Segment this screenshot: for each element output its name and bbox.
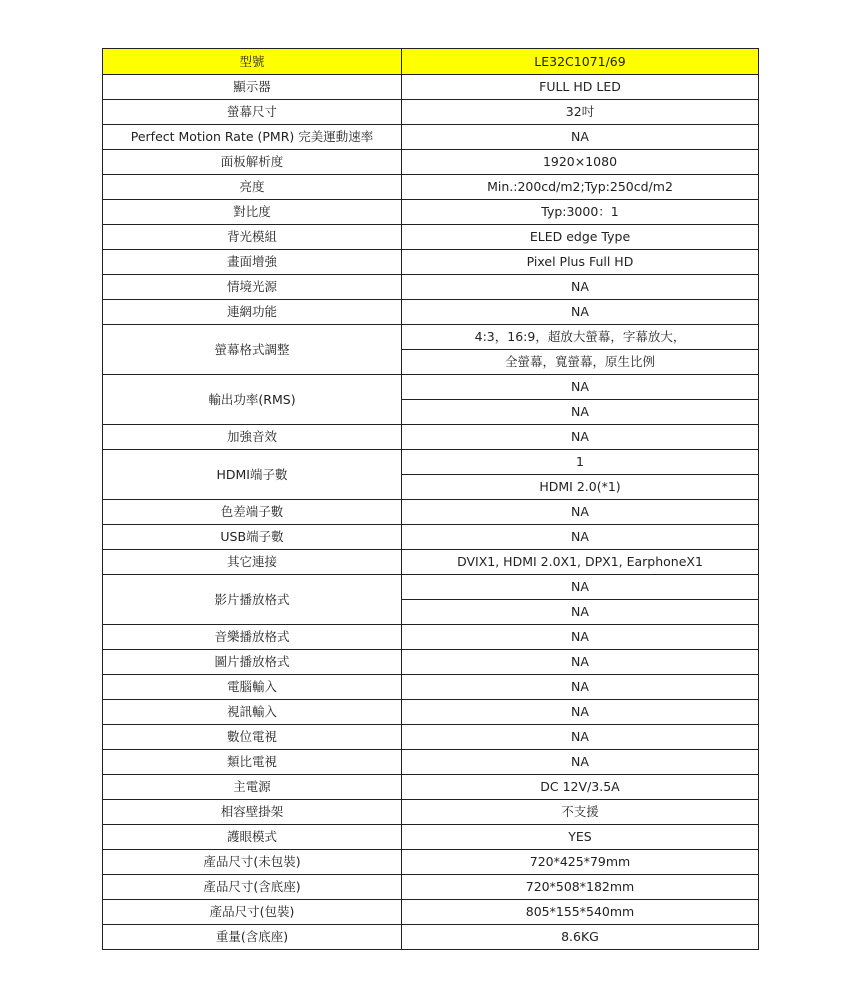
- table-row: [103, 500, 759, 525]
- spec-table: [102, 48, 759, 950]
- spec-value: 805*155*540mm: [402, 900, 759, 925]
- spec-value: 不支援: [402, 800, 759, 825]
- spec-label: 產品尺寸(含底座): [103, 875, 402, 900]
- table-row: [103, 175, 759, 200]
- spec-value: NA: [402, 300, 759, 325]
- spec-label: 數位電視: [103, 725, 402, 750]
- table-row: [103, 925, 759, 950]
- table-row: [103, 150, 759, 175]
- table-row: [103, 550, 759, 575]
- spec-label: Perfect Motion Rate (PMR) 完美運動速率: [103, 125, 402, 150]
- table-row: [103, 800, 759, 825]
- spec-value: 8.6KG: [402, 925, 759, 950]
- spec-label: 主電源: [103, 775, 402, 800]
- table-row: [103, 725, 759, 750]
- spec-value: NA: [402, 575, 759, 600]
- spec-label: 電腦輸入: [103, 675, 402, 700]
- spec-label: 產品尺寸(未包裝): [103, 850, 402, 875]
- spec-label: 影片播放格式: [103, 575, 402, 625]
- table-row: [103, 700, 759, 725]
- table-row: [103, 100, 759, 125]
- spec-label: 顯示器: [103, 75, 402, 100]
- table-row: [103, 450, 759, 475]
- spec-label: 圖片播放格式: [103, 650, 402, 675]
- spec-label: 產品尺寸(包裝): [103, 900, 402, 925]
- spec-value: 32吋: [402, 100, 759, 125]
- spec-label: USB端子數: [103, 525, 402, 550]
- spec-label: 護眼模式: [103, 825, 402, 850]
- spec-value: NA: [402, 650, 759, 675]
- spec-value: NA: [402, 425, 759, 450]
- spec-label: 加強音效: [103, 425, 402, 450]
- table-header-row: [103, 49, 759, 75]
- table-row: [103, 300, 759, 325]
- table-row: [103, 375, 759, 400]
- spec-value: YES: [402, 825, 759, 850]
- spec-value: 全螢幕，寬螢幕，原生比例: [402, 350, 759, 375]
- model-label: 型號: [103, 49, 402, 75]
- spec-label: 音樂播放格式: [103, 625, 402, 650]
- spec-label: 螢幕尺寸: [103, 100, 402, 125]
- spec-label: 情境光源: [103, 275, 402, 300]
- spec-value: NA: [402, 625, 759, 650]
- spec-value: NA: [402, 375, 759, 400]
- spec-label: 相容壁掛架: [103, 800, 402, 825]
- spec-value: 720*425*79mm: [402, 850, 759, 875]
- spec-value: NA: [402, 500, 759, 525]
- spec-label: HDMI端子數: [103, 450, 402, 500]
- table-row: [103, 200, 759, 225]
- spec-value: NA: [402, 700, 759, 725]
- spec-label: 類比電視: [103, 750, 402, 775]
- spec-label: 對比度: [103, 200, 402, 225]
- spec-label: 螢幕格式調整: [103, 325, 402, 375]
- spec-value: NA: [402, 675, 759, 700]
- table-row: [103, 275, 759, 300]
- spec-label: 輸出功率(RMS): [103, 375, 402, 425]
- table-row: [103, 75, 759, 100]
- spec-label: 連網功能: [103, 300, 402, 325]
- spec-value: 4:3，16:9，超放大螢幕，字幕放大，: [402, 325, 759, 350]
- table-row: [103, 425, 759, 450]
- table-row: [103, 125, 759, 150]
- spec-label: 其它連接: [103, 550, 402, 575]
- table-row: [103, 625, 759, 650]
- spec-label: 視訊輸入: [103, 700, 402, 725]
- spec-value: NA: [402, 125, 759, 150]
- spec-label: 色差端子數: [103, 500, 402, 525]
- spec-value: NA: [402, 725, 759, 750]
- spec-value: ELED edge Type: [402, 225, 759, 250]
- table-row: [103, 250, 759, 275]
- spec-value: 720*508*182mm: [402, 875, 759, 900]
- table-row: [103, 525, 759, 550]
- table-row: [103, 875, 759, 900]
- spec-value: NA: [402, 400, 759, 425]
- spec-label: 亮度: [103, 175, 402, 200]
- table-row: [103, 775, 759, 800]
- spec-value: HDMI 2.0(*1): [402, 475, 759, 500]
- table-row: [103, 575, 759, 600]
- table-row: [103, 850, 759, 875]
- model-value: LE32C1071/69: [402, 49, 759, 75]
- spec-value: NA: [402, 525, 759, 550]
- spec-value: 1920×1080: [402, 150, 759, 175]
- table-row: [103, 225, 759, 250]
- spec-value: NA: [402, 275, 759, 300]
- table-row: [103, 650, 759, 675]
- spec-value: NA: [402, 600, 759, 625]
- spec-value: FULL HD LED: [402, 75, 759, 100]
- spec-value: NA: [402, 750, 759, 775]
- spec-label: 面板解析度: [103, 150, 402, 175]
- spec-label: 畫面增強: [103, 250, 402, 275]
- spec-value: DVIX1, HDMI 2.0X1, DPX1, EarphoneX1: [402, 550, 759, 575]
- spec-value: Pixel Plus Full HD: [402, 250, 759, 275]
- spec-label: 重量(含底座): [103, 925, 402, 950]
- spec-value: 1: [402, 450, 759, 475]
- table-row: [103, 325, 759, 350]
- spec-value: Typ:3000：1: [402, 200, 759, 225]
- spec-label: 背光模組: [103, 225, 402, 250]
- table-row: [103, 825, 759, 850]
- table-row: [103, 750, 759, 775]
- spec-table-body: [103, 49, 759, 950]
- table-row: [103, 675, 759, 700]
- spec-value: DC 12V/3.5A: [402, 775, 759, 800]
- spec-value: Min.:200cd/m2;Typ:250cd/m2: [402, 175, 759, 200]
- table-row: [103, 900, 759, 925]
